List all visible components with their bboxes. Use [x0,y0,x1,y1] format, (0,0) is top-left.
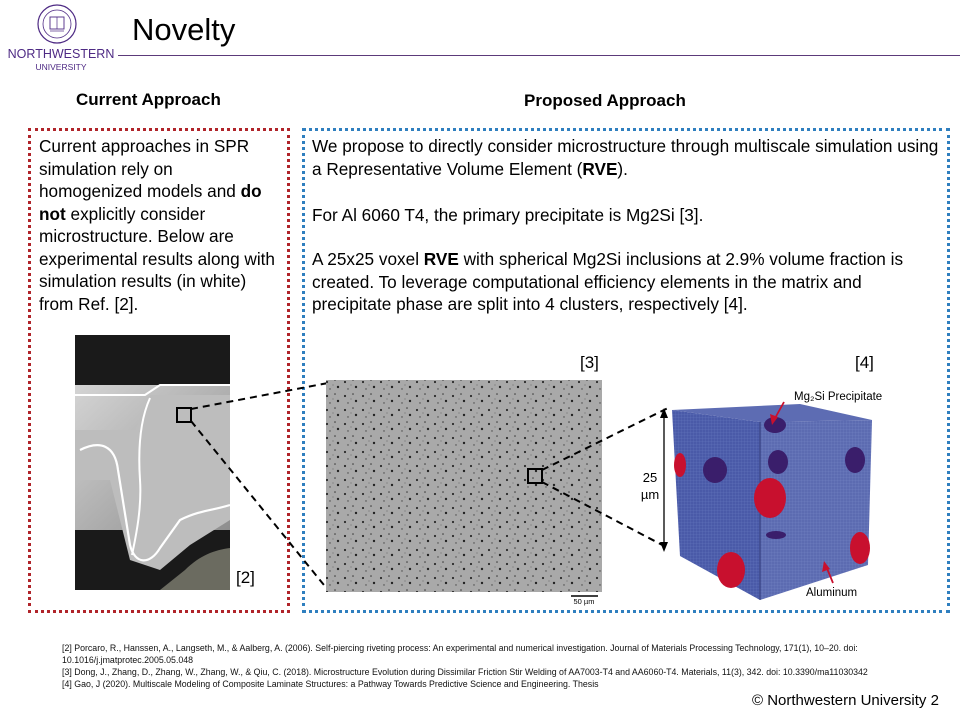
current-text-emphasis: do not [39,181,262,224]
footer [752,692,939,709]
rve-dimension-unit: µm [640,487,660,502]
references-list [62,642,902,690]
spr-image-ref-label: [2] [236,568,255,587]
page-title: Novelty [132,12,236,47]
matrix-label: Aluminum [806,587,858,599]
reference-item: [3] Dong, J., Zhang, D., Zhang, W., Zhang, W., & Qiu, C. (2018). Microstructure Evolution during Dissimilar Friction Stir Welding of AA7003-T4 and AA6060-T4. Materials, 11(3), 342. doi: 10.3390/ma11030342 [62,667,868,677]
logo-wordmark: NORTHWESTERN [7,47,115,61]
rve-ref-label: [4] [855,353,874,372]
copyright-text: © Northwestern University [752,692,927,709]
p1-emphasis: RVE [582,158,618,179]
p1-text: We propose to directly consider microstructure through multiscale simulation using a Representative Volume Element ( [312,136,939,179]
proposed-approach-heading: Proposed Approach [524,91,686,110]
current-text-part2: explicitly consider microstructure. Below are experimental results along with simulation results (in white) from Ref. [2]. [39,203,275,314]
p1-text-end: ). [617,158,628,179]
reference-item: [2] Porcaro, R., Hanssen, A., Langseth, M., & Aalberg, A. (2006). Self-piercing riveting process: An experimental and numerical investigation. Journal of Materials Processing Technology, 171(1), 10–20. doi: 10.1016/j.jmatprotec.2005.05.048 [62,643,858,665]
spr-cross-section-image [75,335,230,590]
micrograph-image [326,380,602,596]
rve-dimension-value: 25 [642,470,658,485]
rve-cube-image [672,404,872,600]
p3-text-end: with spherical Mg2Si inclusions at 2.9% volume fraction is created. To leverage computational efficiency elements in the matrix and precipitate phase are split into 4 clusters, respectively [4]. [312,249,904,314]
precipitate-label: Mg₂Si Precipitate [794,391,883,403]
current-text-part1: Current approaches in SPR simulation rely on homogenized models and [39,136,250,201]
micrograph-ref-label: [3] [580,353,599,372]
micrograph-scale-label: 50 µm [573,597,595,606]
proposal-paragraph-2: For Al 6060 T4, the primary precipitate is Mg2Si [3]. [312,205,704,225]
reference-item: [4] Gao, J (2020). Multiscale Modeling of Composite Laminate Structures: a Pathway Towards Predictive Science and Engineering. Thesis [62,679,599,689]
logo-subtext: UNIVERSITY [35,62,87,72]
p3-emphasis: RVE [423,249,459,269]
page-number: 2 [930,692,939,709]
p3-text: A 25x25 voxel [312,249,424,269]
current-approach-heading: Current Approach [76,90,221,109]
